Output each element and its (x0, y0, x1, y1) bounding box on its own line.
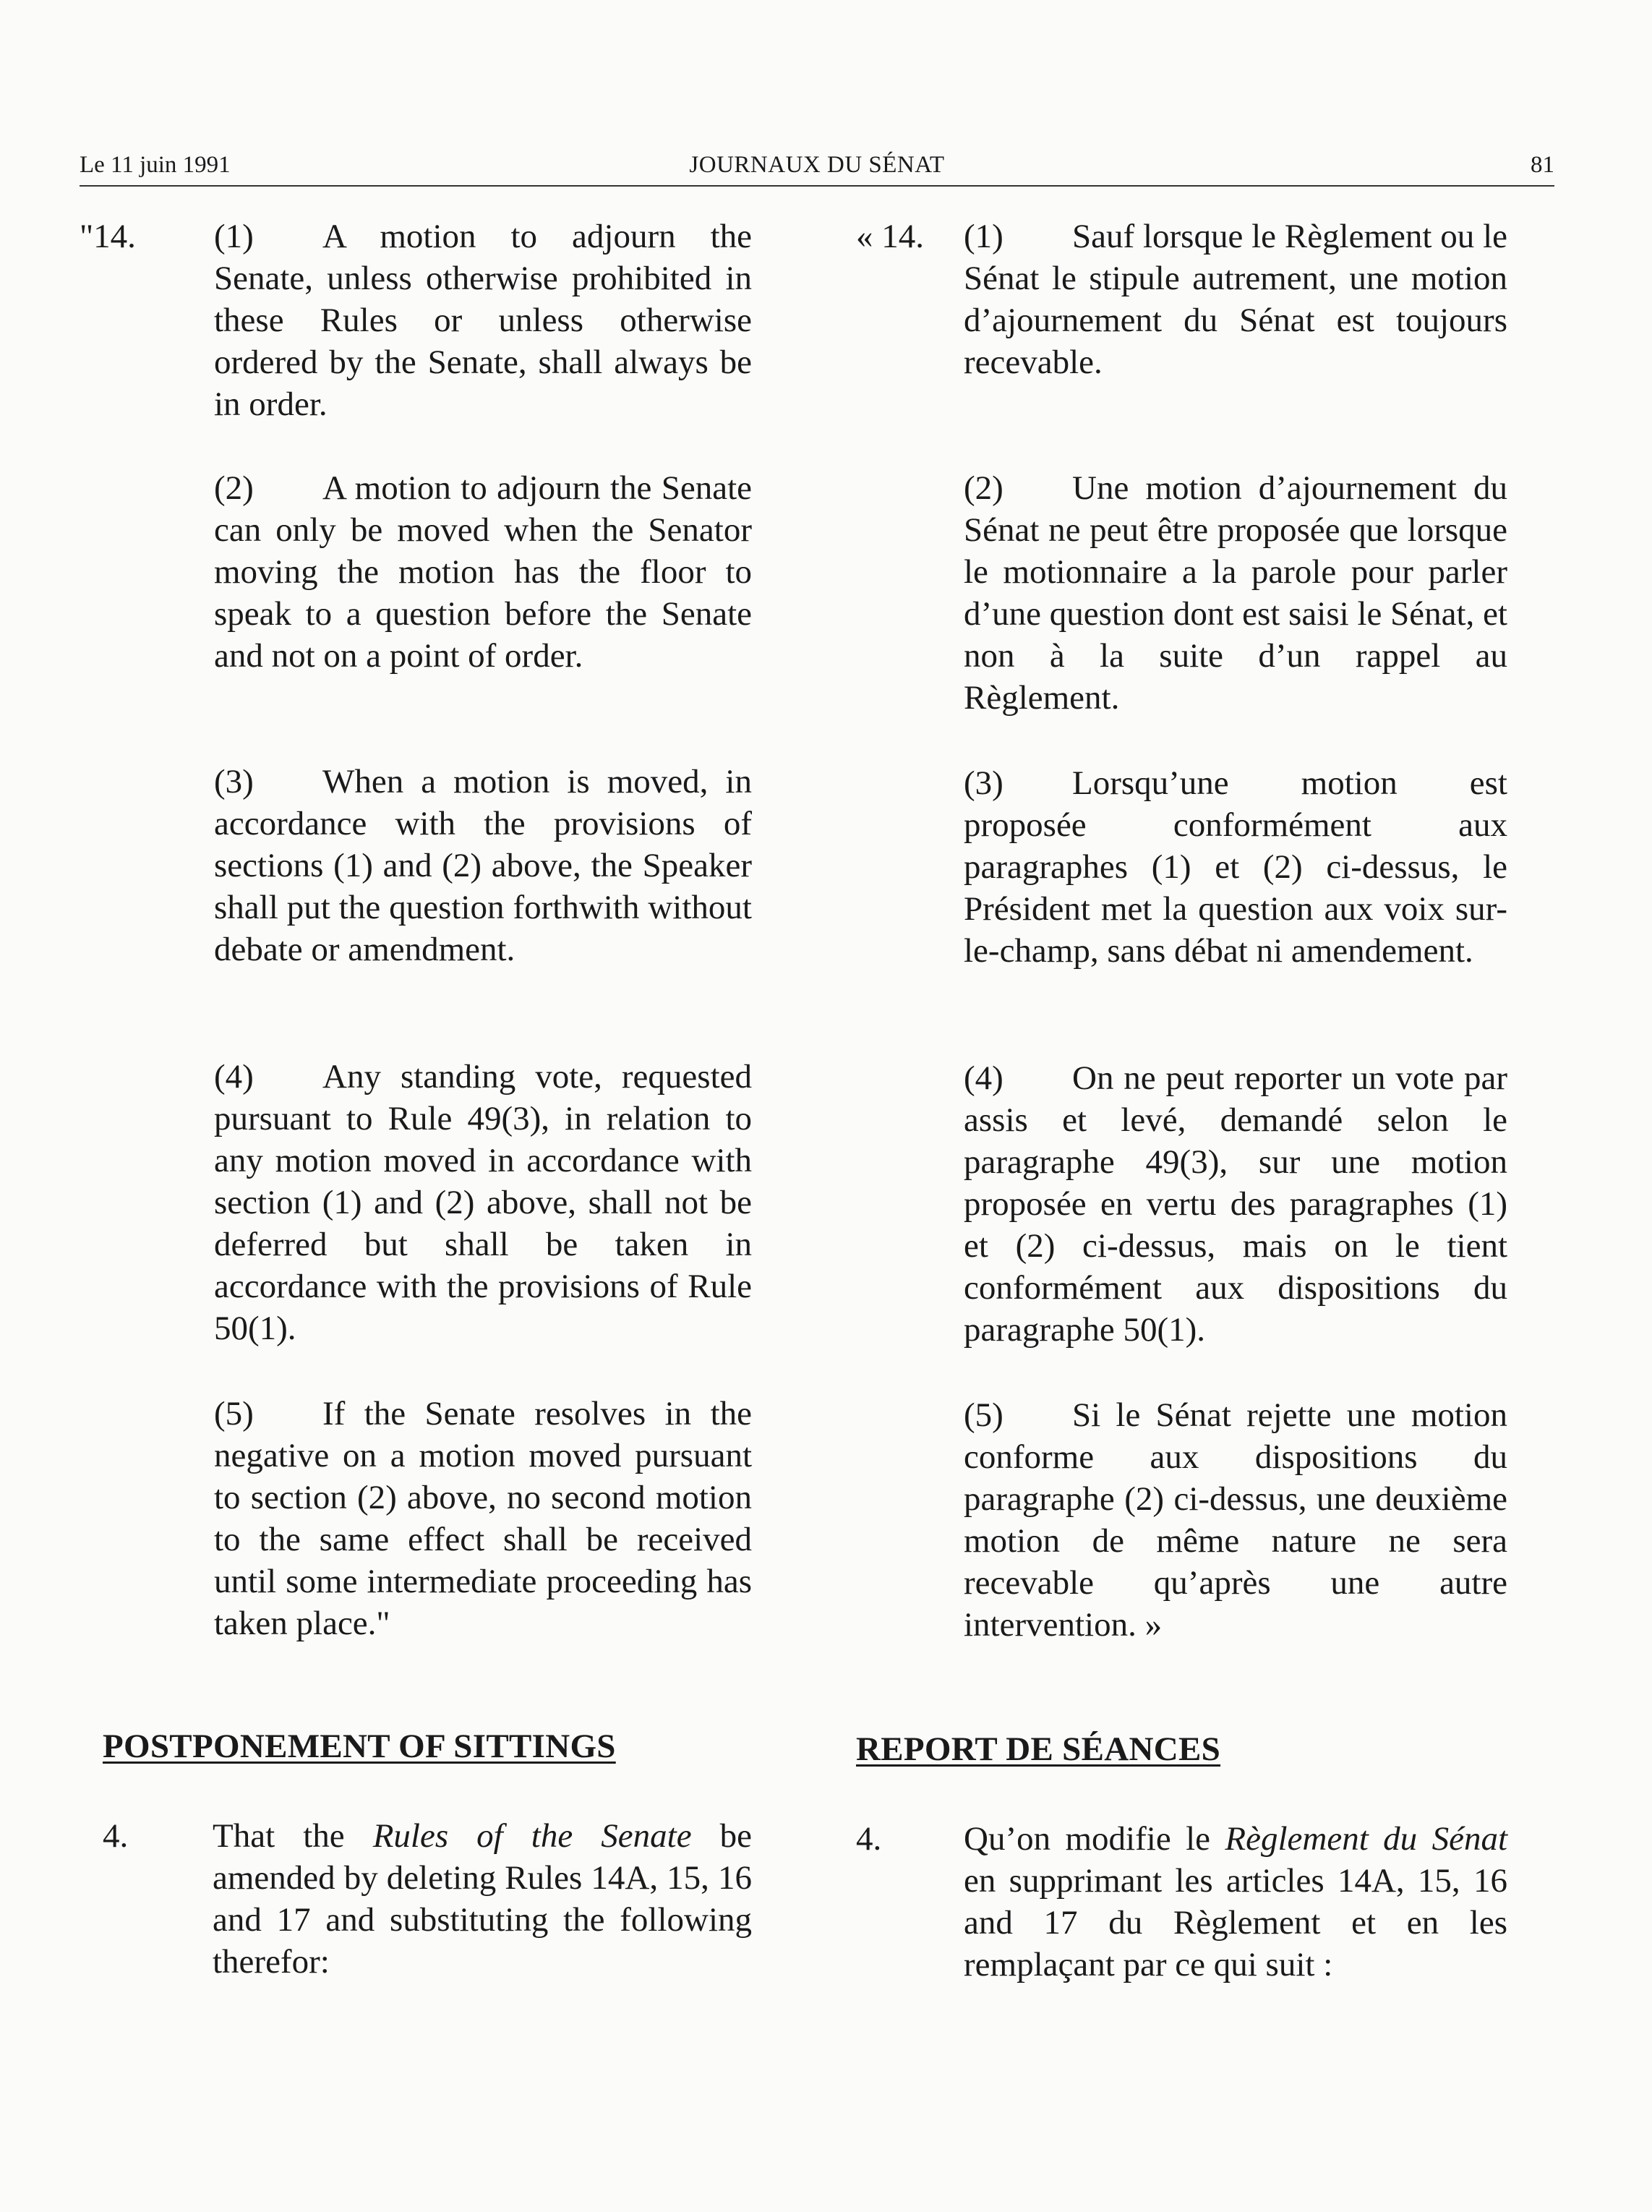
fr-p5-text: Si le Sénat rejette une motion conforme aux dispositions du paragraphe (2) ci-dessus, une deuxième motion de même nature ne sera recevable qu’après une autre intervention. » (964, 1396, 1507, 1644)
en-item-text-italic: Rules of the Senate (372, 1817, 692, 1855)
fr-p5-number: (5) (964, 1396, 1003, 1434)
fr-paragraph-1 (964, 215, 1507, 383)
fr-p4-text: On ne peut reporter un vote par assis et levé, demandé selon le paragraphe 49(3), sur une motion proposée en vertu des paragraphes (1) et (2) ci-dessus, mais on le tient conformément aux dispositions du paragraphe 50(1). (964, 1059, 1507, 1349)
fr-p3-text: Lorsqu’une motion est proposée conformément aux paragraphes (1) et (2) ci-dessus, le Président met la question aux voix sur-le-champ, sans débat ni amendement. (964, 764, 1507, 970)
fr-p1-number: (1) (964, 218, 1003, 255)
en-paragraph-1 (214, 215, 752, 425)
fr-p4-number: (4) (964, 1059, 1003, 1097)
en-section-heading: POSTPONEMENT OF SITTINGS (103, 1728, 616, 1765)
en-p1-text: A motion to adjourn the Senate, unless otherwise prohibited in these Rules or unless otherwise ordered by the Senate, shall always be in order. (214, 218, 752, 423)
en-paragraph-5 (214, 1393, 752, 1644)
en-p2-text: A motion to adjourn the Senate can only be moved when the Senator moving the motion has the floor to speak to a question before the Senate and not on a point of order. (214, 469, 752, 675)
fr-p2-text: Une motion d’ajournement du Sénat ne peut être proposée que lorsque le motionnaire a la parole pour parler d’une question dont est saisi le Sénat, et non à la suite d’un rappel au Règlement. (964, 469, 1507, 717)
rule-14-marker-en: "14. (80, 218, 136, 255)
fr-paragraph-2 (964, 467, 1507, 719)
en-item-text-after: be amended by deleting Rules 14A, 15, 16 and 17 and substituting the following therefor: (213, 1817, 752, 1981)
en-item-4-text (213, 1815, 752, 1983)
en-paragraph-2 (214, 467, 752, 677)
fr-item-text-after: en supprimant les articles 14A, 15, 16 and 17 du Règlement et en les remplaçant par ce qui suit : (964, 1862, 1507, 1983)
fr-item-text-before: Qu’on modifie le (964, 1820, 1225, 1858)
running-header (80, 145, 1554, 187)
en-item-number: 4. (103, 1817, 129, 1855)
en-p3-text: When a motion is moved, in accordance with the provisions of sections (1) and (2) above, the Speaker shall put the question forthwith without debate or amendment. (214, 763, 752, 968)
en-p5-number: (5) (214, 1395, 254, 1432)
en-paragraph-3 (214, 761, 752, 970)
header-journal-title: JOURNAUX DU SÉNAT (689, 152, 945, 178)
en-p5-text: If the Senate resolves in the negative on a motion moved pursuant to section (2) above, no second motion to the same effect shall be received until some intermediate proceeding has taken place." (214, 1395, 752, 1642)
fr-section-heading: REPORT DE SÉANCES (856, 1730, 1221, 1768)
en-p2-number: (2) (214, 469, 254, 507)
fr-item-number: 4. (856, 1820, 882, 1858)
fr-p3-number: (3) (964, 764, 1003, 802)
header-date: Le 11 juin 1991 (80, 152, 231, 178)
en-paragraph-4 (214, 1056, 752, 1349)
fr-item-4-text (964, 1818, 1507, 1986)
fr-paragraph-5 (964, 1394, 1507, 1646)
en-item-text-before: That the (213, 1817, 373, 1855)
en-p3-number: (3) (214, 763, 254, 800)
fr-paragraph-3 (964, 762, 1507, 972)
en-p4-number: (4) (214, 1058, 254, 1096)
fr-item-text-italic: Règlement du Sénat (1225, 1820, 1507, 1858)
fr-paragraph-4 (964, 1057, 1507, 1351)
en-p4-text: Any standing vote, requested pursuant to Rule 49(3), in relation to any motion moved in accordance with section (1) and (2) above, shall not be deferred but shall be taken in accordance with the provisions of Rule 50(1). (214, 1058, 752, 1347)
rule-14-marker-fr: « 14. (856, 218, 924, 255)
header-page-number: 81 (1531, 152, 1554, 178)
fr-p1-text: Sauf lorsque le Règlement ou le Sénat le stipule autrement, une motion d’ajournement du Sénat est toujours recevable. (964, 218, 1507, 381)
fr-p2-number: (2) (964, 469, 1003, 507)
en-p1-number: (1) (214, 218, 254, 255)
